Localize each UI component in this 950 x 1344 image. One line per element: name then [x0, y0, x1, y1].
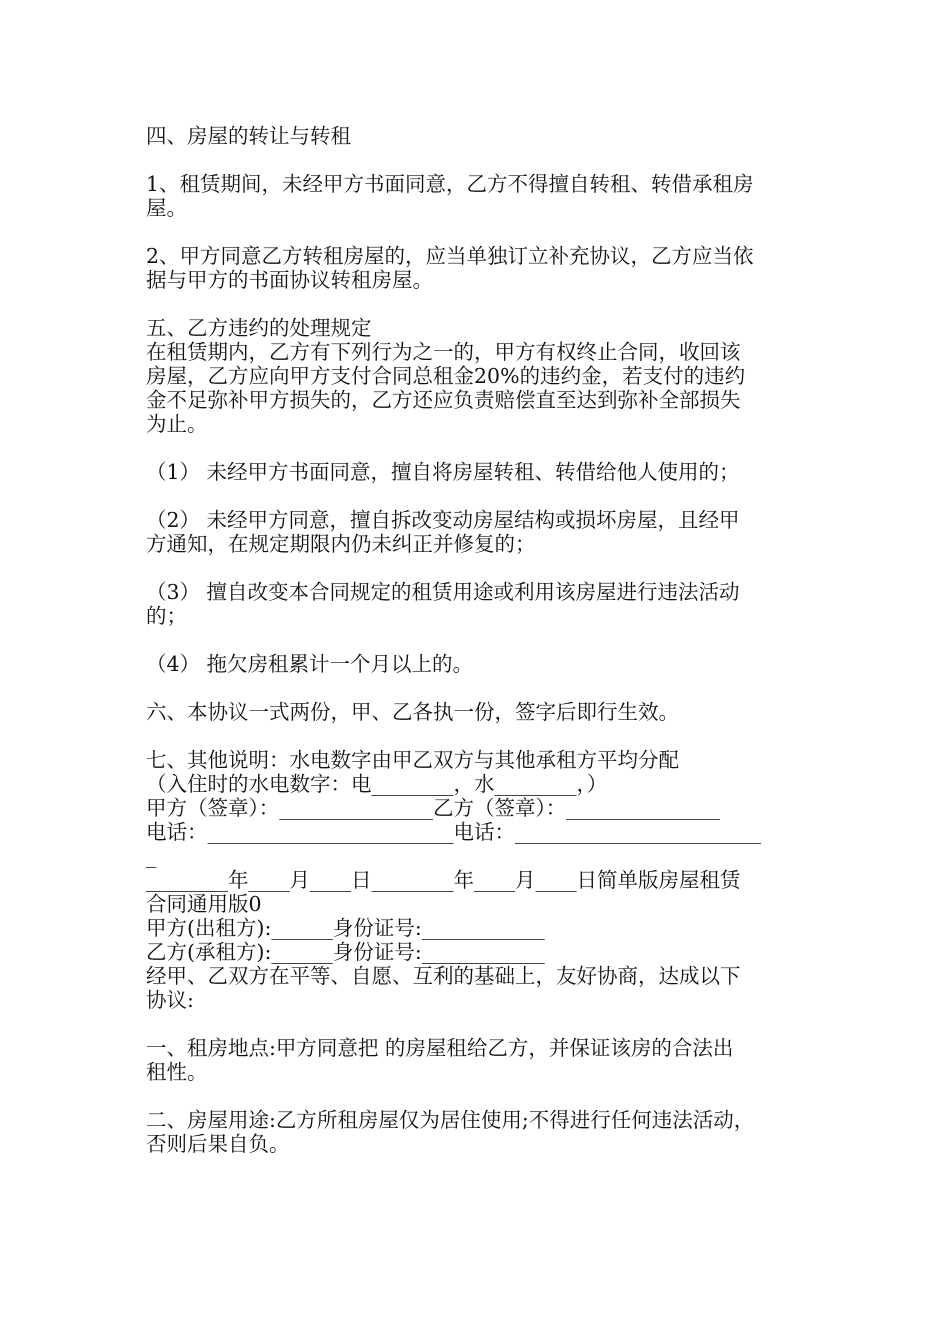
clause-house-usage [146, 1108, 811, 1156]
text-line: 协议: [146, 988, 194, 1012]
text-line: 在租赁期内，乙方有下列行为之一的，甲方有权终止合同，收回该 [146, 340, 741, 364]
text-line: 否则后果自负。 [146, 1132, 290, 1156]
text-line: 房屋，乙方应向甲方支付合同总租金20%的违约金，若支付的违约 [146, 364, 746, 388]
document-page [146, 124, 811, 1156]
text-line: 2、甲方同意乙方转租房屋的，应当单独订立补充协议，乙方应当依 [146, 244, 754, 268]
text-line: 租性。 [146, 1060, 208, 1084]
section-5 [146, 316, 811, 436]
text-line: 1、租赁期间，未经甲方书面同意，乙方不得擅自转租、转借承租房 [146, 172, 754, 196]
text-line: _ [146, 844, 157, 868]
text-line: （1） 未经甲方书面同意，擅自将房屋转租、转借给他人使用的； [146, 460, 740, 484]
signature-line: 甲方（签章）：_______________乙方（签章）：_______________ [146, 796, 720, 820]
text-line: 四、房屋的转让与转租 [146, 124, 351, 148]
text-line: 方通知，在规定期限内仍未纠正并修复的； [146, 532, 536, 556]
text-line: 的； [146, 604, 187, 628]
text-line: 据与甲方的书面协议转租房屋。 [146, 268, 433, 292]
section-7-heading: 七、其他说明：水电数字由甲乙双方与其他承租方平均分配 [146, 748, 679, 772]
text-line: 经甲、乙双方在平等、自愿、互利的基础上，友好协商，达成以下 [146, 964, 741, 988]
text-line: 为止。 [146, 412, 208, 436]
text-line: （4） 拖欠房租累计一个月以上的。 [146, 652, 474, 676]
clause-4-1 [146, 172, 811, 220]
violation-item-2 [146, 508, 811, 556]
tenant-line: 乙方(承租方):______身份证号:____________ [146, 940, 545, 964]
violation-item-3 [146, 580, 811, 628]
section-7-and-signatures [146, 748, 811, 1012]
text-line: 一、租房地点:甲方同意把 的房屋租给乙方，并保证该房的合法出 [146, 1036, 734, 1060]
landlord-line: 甲方(出租方):______身份证号:____________ [146, 916, 545, 940]
text-line: （3） 擅自改变本合同规定的租赁用途或利用该房屋进行违法活动 [146, 580, 740, 604]
text-line: 屋。 [146, 196, 187, 220]
phone-line: 电话：________________________电话：________________________ [146, 820, 761, 844]
utility-readings-line: （入住时的水电数字：电________，水________，） [146, 772, 608, 796]
violation-item-1 [146, 460, 811, 484]
text-line: 二、房屋用途:乙方所租房屋仅为居住使用;不得进行任何违法活动， [146, 1108, 755, 1132]
text-line: （2） 未经甲方同意，擅自拆改变动房屋结构或损坏房屋，且经甲 [146, 508, 740, 532]
clause-4-2 [146, 244, 811, 292]
violation-item-4 [146, 652, 811, 676]
section-4-heading [146, 124, 811, 148]
text-line: 合同通用版0 [146, 892, 262, 916]
section-6 [146, 700, 811, 724]
clause-rental-location [146, 1036, 811, 1084]
text-line: 六、本协议一式两份，甲、乙各执一份，签字后即行生效。 [146, 700, 679, 724]
section-5-heading: 五、乙方违约的处理规定 [146, 316, 372, 340]
text-line: 金不足弥补甲方损失的，乙方还应负责赔偿直至达到弥补全部损失 [146, 388, 741, 412]
date-line: ________年____月____日________年____月____日简单版房屋租赁 [146, 868, 741, 892]
